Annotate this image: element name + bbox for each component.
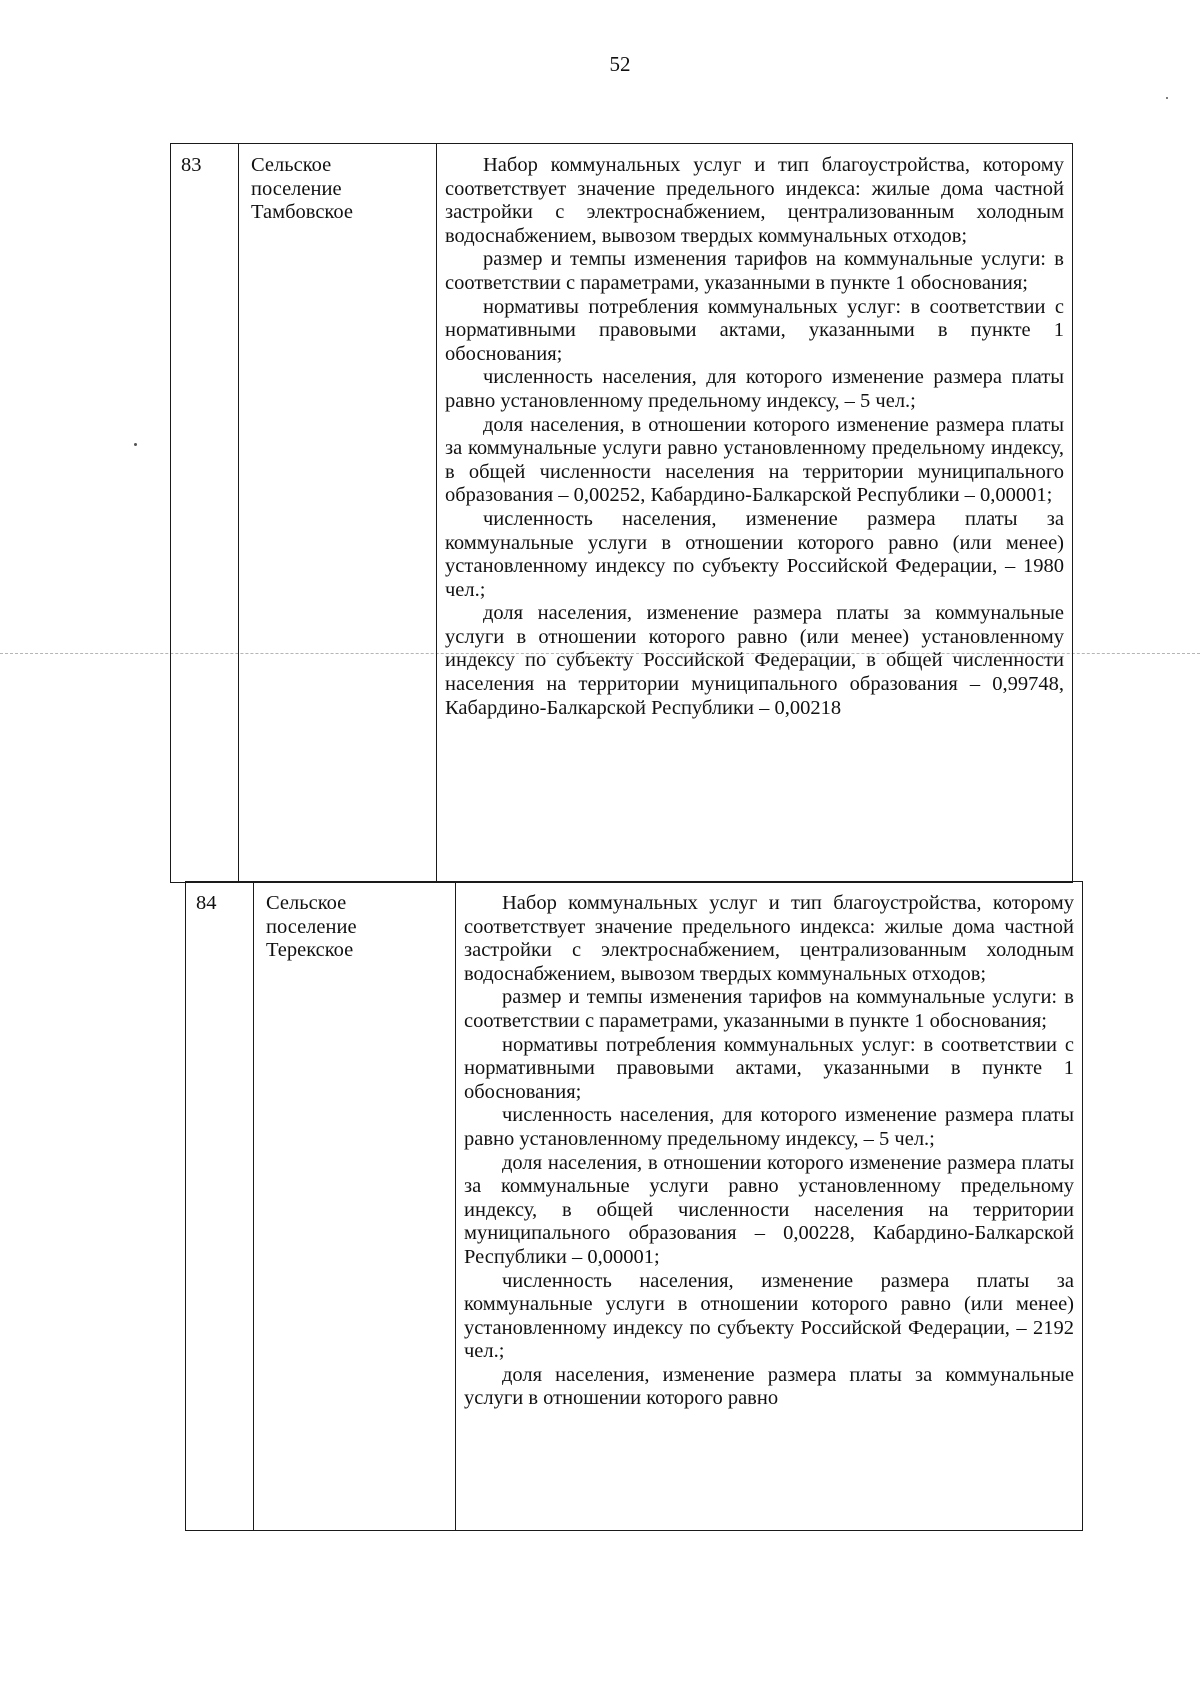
municipality-name-line: Тамбовское: [251, 201, 353, 224]
description-paragraph: нормативы потребления коммунальных услуг: в соответствии с нормативными правовыми актами, указанными в пункте 1 обоснования;: [464, 1033, 1074, 1103]
description-paragraph: размер и темпы изменения тарифов на коммунальные услуги: в соответствии с параметрами, указанными в пункте 1 обоснования;: [445, 248, 1064, 294]
table-row-83: [170, 143, 1073, 883]
page-number: 52: [609, 52, 631, 76]
description-paragraph: доля населения, в отношении которого изменение размера платы за коммунальные услуги равно установленному предельному индексу, в общей численности населения на территории муниципального образования – 0,00228, Кабардино-Балкарской Республики – 0,00001;: [464, 1151, 1074, 1268]
municipality-name-line: Терекское: [266, 939, 354, 962]
description-paragraph: Набор коммунальных услуг и тип благоустройства, которому соответствует значение предельного индекса: жилые дома частной застройки с электроснабжением, централизованным холодным водоснабжением, вывозом твердых коммунальных отходов;: [445, 154, 1064, 247]
description-paragraph: численность населения, для которого изменение размера платы равно установленному предельному индексу, – 5 чел.;: [445, 366, 1064, 412]
description-paragraph: доля населения, изменение размера платы за коммунальные услуги в отношении которого равно: [464, 1363, 1074, 1410]
row-description: [456, 882, 1083, 1531]
row-number: 83: [171, 144, 239, 883]
municipality-name-line: поселение: [251, 177, 342, 200]
description-paragraph: численность населения, изменение размера платы за коммунальные услуги в отношении которого равно (или менее) установленному индексу по субъекту Российской Федерации, – 2192 чел.;: [464, 1269, 1074, 1363]
municipality-name-line: поселение: [266, 915, 357, 938]
description-paragraph: Набор коммунальных услуг и тип благоустройства, которому соответствует значение предельного индекса: жилые дома частной застройки с электроснабжением, централизованным холодным водоснабжением, вывозом твердых коммунальных отходов;: [464, 892, 1074, 985]
description-paragraph: доля населения, в отношении которого изменение размера платы за коммунальные услуги равно установленному предельному индексу, в общей численности населения на территории муниципального образования – 0,00252, Кабардино-Балкарской Республики – 0,00001;: [445, 413, 1064, 507]
municipality-name-line: Сельское: [266, 892, 347, 914]
description-paragraph: размер и темпы изменения тарифов на коммунальные услуги: в соответствии с параметрами, указанными в пункте 1 обоснования;: [464, 986, 1074, 1032]
row-number: 84: [186, 882, 254, 1531]
description-paragraph: численность населения, изменение размера платы за коммунальные услуги в отношении которого равно (или менее) установленному индексу по субъекту Российской Федерации, – 1980 чел.;: [445, 507, 1064, 601]
description-paragraph: доля населения, изменение размера платы за коммунальные услуги в отношении которого равно (или менее) установленному индексу по субъекту Российской Федерации, в общей численности населения на территории муниципального образования – 0,99748, Кабардино-Балкарской Республики – 0,00218: [445, 602, 1064, 719]
scan-speck: [134, 443, 137, 446]
municipality-name: [254, 882, 456, 1531]
scan-speck: [1166, 97, 1168, 99]
municipality-name: [239, 144, 437, 883]
description-paragraph: нормативы потребления коммунальных услуг: в соответствии с нормативными правовыми актами, указанными в пункте 1 обоснования;: [445, 295, 1064, 365]
description-paragraph: численность населения, для которого изменение размера платы равно установленному предельному индексу, – 5 чел.;: [464, 1104, 1074, 1150]
municipality-name-line: Сельское: [251, 154, 332, 176]
table-row-84: [185, 881, 1083, 1531]
row-description: [437, 144, 1073, 883]
